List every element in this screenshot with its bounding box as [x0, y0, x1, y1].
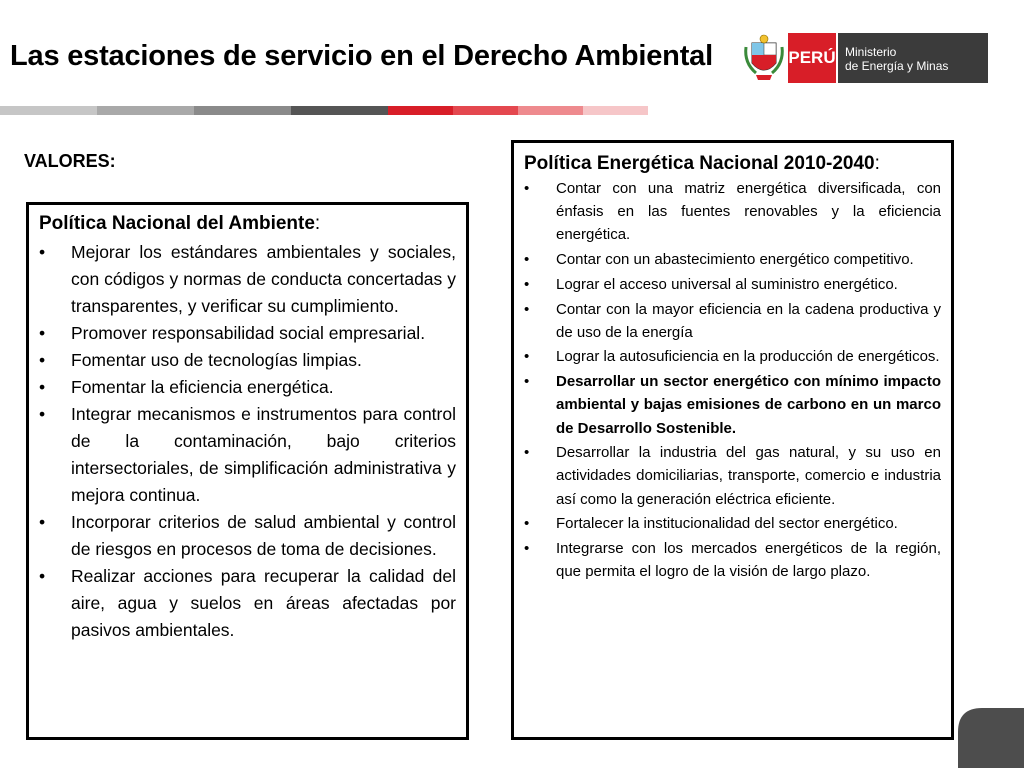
bullet-icon: •	[524, 373, 530, 391]
ministry-line-1: Ministerio	[845, 45, 897, 59]
list-item	[524, 537, 941, 583]
ministry-logo	[742, 33, 988, 83]
stripe-segment	[291, 106, 388, 115]
list-item-text: Desarrollar la industria del gas natural, y su uso en actividades domiciliarias, transporte, comercio e industria así como la generación eléctrica eficiente.	[556, 444, 941, 508]
bullet-icon: •	[39, 350, 46, 370]
list-item	[39, 563, 456, 644]
list-item-text: Fomentar la eficiencia energética.	[71, 377, 334, 397]
list-item-text: Promover responsabilidad social empresarial.	[71, 323, 426, 343]
bullet-icon: •	[524, 540, 530, 558]
list-item	[524, 298, 941, 344]
policy-list-energy	[524, 177, 941, 583]
list-item	[524, 512, 941, 535]
ministry-line-2: de Energía y Minas	[845, 59, 949, 73]
bullet-icon: •	[524, 348, 530, 366]
list-item-text: Integrar mecanismos e instrumentos para control de la contaminación, bajo criterios intersectoriales, de simplificación administrativa y mejora continua.	[71, 404, 456, 505]
stripe-segment	[0, 106, 97, 115]
policy-list-environment	[39, 239, 456, 644]
peru-badge: PERÚ	[788, 33, 836, 83]
list-item	[39, 401, 456, 509]
bullet-icon: •	[524, 275, 530, 293]
list-item	[39, 347, 456, 374]
list-item	[39, 374, 456, 401]
list-item-text: Contar con un abastecimiento energético competitivo.	[556, 251, 914, 269]
policy-box-title	[524, 153, 941, 175]
stripe-segment	[453, 106, 518, 115]
policy-box-title	[39, 213, 456, 235]
valores-label: VALORES:	[24, 151, 116, 171]
stripe-segment	[583, 106, 648, 115]
list-item	[39, 509, 456, 563]
bullet-icon: •	[39, 242, 46, 262]
bullet-icon: •	[524, 251, 530, 269]
list-item	[524, 441, 941, 511]
page-title: Las estaciones de servicio en el Derecho Ambiental	[10, 40, 713, 72]
policy-box-energy	[511, 140, 954, 740]
list-item	[524, 370, 941, 440]
list-item-text: Lograr el acceso universal al suministro energético.	[556, 275, 898, 293]
stripe-segment	[388, 106, 453, 115]
list-item-text: Contar con la mayor eficiencia en la cadena productiva y de uso de la energía	[556, 300, 941, 341]
list-item	[524, 177, 941, 247]
bullet-icon: •	[39, 404, 46, 424]
bullet-icon: •	[39, 323, 46, 343]
list-item	[524, 273, 941, 296]
list-item-text: Integrarse con los mercados energéticos de la región, que permita el logro de la visión de largo plazo.	[556, 540, 941, 581]
list-item	[524, 248, 941, 271]
page-corner-decoration	[958, 708, 1024, 768]
stripe-segment	[194, 106, 291, 115]
bullet-icon: •	[524, 515, 530, 533]
policy-box-title-colon: :	[314, 213, 321, 234]
list-item	[524, 345, 941, 368]
bullet-icon: •	[524, 444, 530, 462]
stripe-segment	[97, 106, 194, 115]
list-item-text: Mejorar los estándares ambientales y sociales, con códigos y normas de conducta concertadas y transparentes, y verificar su cumplimiento.	[71, 242, 456, 316]
list-item	[39, 239, 456, 320]
stripe-segment	[518, 106, 583, 115]
policy-box-title-text: Política Energética Nacional 2010-2040	[524, 153, 875, 174]
bullet-icon: •	[39, 377, 46, 397]
peru-coat-of-arms-icon	[742, 33, 786, 83]
list-item-text: Contar con una matriz energética diversificada, con énfasis en las fuentes renovables y la eficiencia energética.	[556, 180, 941, 244]
bullet-icon: •	[39, 566, 46, 586]
bullet-icon: •	[524, 300, 530, 318]
list-item-text: Incorporar criterios de salud ambiental y control de riesgos en procesos de toma de decisiones.	[71, 512, 456, 559]
list-item-text: Fortalecer la institucionalidad del sector energético.	[556, 515, 898, 533]
list-item	[39, 320, 456, 347]
list-item-text: Fomentar uso de tecnologías limpias.	[71, 350, 362, 370]
policy-box-environment	[26, 202, 469, 740]
list-item-text: Lograr la autosuficiencia en la producción de energéticos.	[556, 348, 940, 366]
policy-box-title-colon: :	[874, 153, 880, 174]
bullet-icon: •	[39, 512, 46, 532]
bullet-icon: •	[524, 180, 530, 197]
list-item-text: Desarrollar un sector energético con mínimo impacto ambiental y bajas emisiones de carbono en un marco de Desarrollo Sostenible.	[556, 373, 941, 437]
list-item-text: Realizar acciones para recuperar la calidad del aire, agua y suelos en áreas afectadas por pasivos ambientales.	[71, 566, 456, 640]
ministry-name	[838, 33, 988, 83]
policy-box-title-text: Política Nacional del Ambiente	[39, 213, 315, 234]
